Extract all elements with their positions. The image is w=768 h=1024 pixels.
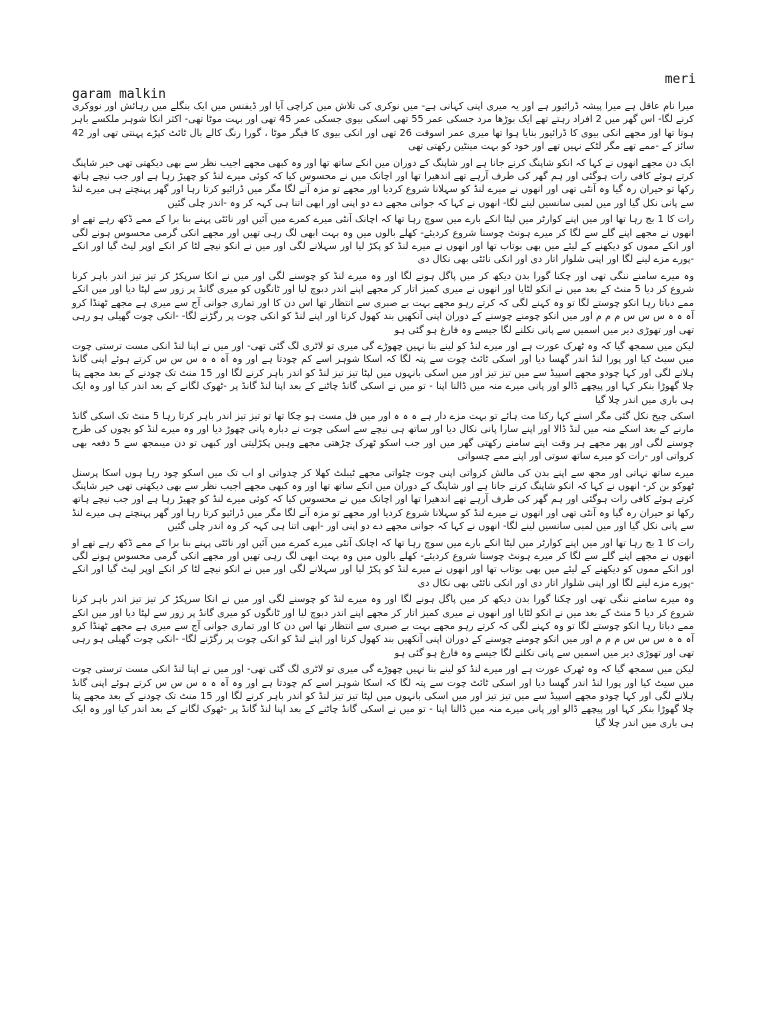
paragraph: لیکن میں سمجھ گیا کہ وہ ٹھرک عورت ہے اور میرے لنڈ کو لینے بنا نہیں چھوڑے گی میری تو لاٹری لگ گئی تھی- اور میں نے اپنا لنڈ انکی مست ترستی چوت میں سیٹ کیا اور پورا لنڈ اندر گھسا دیا اور اسکی ٹائٹ چوت سے پتہ لگا کہ اسکا شوہر اسے کم چودتا ہے اور وہ آہ ہ ہ س س س کرتے ہوئے اپنی گانڈ ہلانے لگی اور کہا چودو مجھے اسپیڈ سے میں تیز تیز اور میں اسکی بانہوں میں لپٹا تیز تیز لنڈ کو اندر باہر کرنے لگا اور 15 منٹ تک چودنے کے بعد مجھے پتا چلا گھوڑا بنکر کہا اور پیچھے ڈالو اور پانی میرے منہ میں ڈالنا اپنا - تو میں نے اسکی گانڈ چاٹنے کے بعد اپنا لنڈ گانڈ پر -ٹھوک لگانے کے بعد اندر کیا اور وہ ایک ہی باری میں اندر چلا گیا — [68, 340, 694, 406]
paragraph: وہ میرے سامنے ننگی تھی اور چکنا گورا بدن دیکھ کر میں پاگل ہونے لگا اور وہ میرے لنڈ کو چوسنے لگی اور میں نے انکا سرپکڑ کر تیز تیز اندر باہر کرنا شروع کر دیا 5 منٹ کے بعد میں نے انکو لٹایا اور انھوں نے میری کمیز اتار کر مجھے اپنے اندر دبوچ لیا اور ٹانگوں کو میری گانڈ پر زور سے لپٹا دیا اور میں انکے ممے دباتا رہا انکو چوستے لگا تو وہ کہنے لگی کہ کرتے رہو مجھے بہت بے صبری سے انتظار تھا اس دن کا اور تماری جوانی آج سے میری ہے مجھے ٹھنڈا کرو آہ ہ ہ س س س م م م اور میں انکو چومنے چوسنے کے دوران اپنی آنکھیں بند کھول کرتا اور اپنے لنڈ کو انکی چوت پر رگڑنے لگا- -انکی چوت گھیلی ہو رہی تھی اور تھوڑی دیر میں اسمیں سے پانی نکلنے لگا جیسے وہ فارغ ہو گئی ہو — [68, 270, 694, 336]
document-body — [68, 100, 694, 733]
paragraph: میرے ساتھ نہاتی اور مجھ سے اپنے بدن کی مالش کرواتی اپنی چوت چٹواتی مجھے ٹیبلٹ کھلا کر چدواتی او اب تک میں اسکو چود رہا ہوں اسکا پرسنل ٹھوکو بن کر- انھوں نے کہا کہ انکو شاپنگ کرنے جانا ہے اور شاپنگ کے دوران میں انکے ساتھ تھا اور وہ کبھی مجھے اجیب نظر سے بھی دیکھتی تھی خیر شاپنگ کرتے ہوئے کافی رات ہوگئی اور ہم گھر کی طرف آرہے تھے اندھیرا تھا اور اچانک میں نے محسوس کیا کہ کوئی میرے لنڈ کو چھیڑ رہا ہے اور جب نیچے ہاتھ رکھا تو حیران رہ گیا وہ آنٹی تھی اور انھوں نے میرے لنڈ کو سہلانا شروع کردیا اور مجھے تو مزہ آنے لگا مگر میں ڈرائیو کرتا رہا اور گھر پہنچتے ہی میرے لنڈ سے پانی نکل گیا اور میں لمبی سانسیں لینے لگا- انھوں نے کہا کہ جوانی مجھے دے دو اپنی اور -ابھی اتنا ہی کہہ کر وہ اندر چلی گئیں — [68, 467, 694, 533]
paragraph: اسکی چیخ نکل گئی مگر اسنے کہا رکنا مت ہائے تو بہت مزے دار ہے ہ ہ ہ اور میں فل مست ہو چکا تھا تو تیز تیز اندر باہر کرتا رہا 5 منٹ تک اسکی گانڈ مارنے کے بعد اسکے منہ میں لنڈ ڈالا اور اپنے سارا پانی نکال دیا اور ساتھ ہی نیچے سے اسکی چوت نے دبارہ پانی چھوڑ دیا اور وہ میرے لنڈ کو بچوں کی طرح چوسنے لگی اور پھر مجھے ہر وقت اپنے سامنے رکھتی گھر میں اور جب اسکو ٹھرک چڑھتی مجھے وہیں پکڑلیتی اور کبھی تو دن میںمجھ سے 5 دفعہ بھی کرواتی اور -رات کو میرے ساتھ سوتی اور اپنے ممے چسواتی — [68, 410, 694, 463]
paragraph: رات کا 1 بج رہا تھا اور میں اپنے کوارٹر میں لیٹا انکے بارے میں سوچ رہا تھا کہ اچانک آنٹی میرے کمرے میں آئیں اور نائٹی پہنے بنا برا کے ممے ڈکھ رہے تھے او انھوں نے مجھے اپنے گلے سے لگا کر میرے ہونٹ چوسنا شروع کردیئے- کھلے بالوں میں وہ بہت ابھی لگ رہی تھیں اور مجھے انکی گرمی محسوس ہونے لگی اور انکے مموں کو دیکھنے کے لیئے میں بھی بوتاب تھا اور انھوں نے میرے لنڈ کو پکڑ لیا اور سہلانے لگی اور میں نے انکو نیچے لٹا کر انکے اوپر لیٹ گیا اور انکے -پورے مزے لینے لگا اور اپنی شلوار اتار دی اور انکی نائٹی بھی نکال دی — [68, 537, 694, 589]
paragraph: لیکن میں سمجھ گیا کہ وہ ٹھرک عورت ہے اور میرے لنڈ کو لینے بنا نہیں چھوڑے گی میری تو لاٹری لگ گئی تھی- اور میں نے اپنا لنڈ انکی مست ترستی چوت میں سیٹ کیا اور پورا لنڈ اندر گھسا دیا اور اسکی ٹائٹ چوت سے پتہ لگا کہ اسکا شوہر اسے کم چودتا ہے اور وہ آہ ہ ہ س س س کرتے ہوئے اپنی گانڈ ہلانے لگی اور کہا چودو مجھے اسپیڈ سے میں تیز تیز اور میں اسکی بانہوں میں لپٹا تیز تیز لنڈ کو اندر باہر کرنے لگا اور 15 منٹ تک چودنے کے بعد مجھے پتا چلا گھوڑا بنکر کہا اور پیچھے ڈالو اور پانی میرے منہ میں ڈالنا اپنا - تو میں نے اسکی گانڈ چاٹنے کے بعد اپنا لنڈ گانڈ پر -ٹھوک لگانے کے بعد اندر کیا اور وہ ایک ہی باری میں اندر چلا گیا — [68, 664, 694, 729]
document-title-line2: garam malkin — [72, 87, 166, 102]
paragraph: رات کا 1 بج رہا تھا اور میں اپنے کوارٹر میں لیٹا انکے بارے میں سوچ رہا تھا کہ اچانک آنٹی میرے کمرے میں آئیں اور نائٹی پہنے بنا برا کے ممے ڈکھ رہے تھے او انھوں نے مجھے اپنے گلے سے لگا کر میرے ہونٹ چوسنا شروع کردیئے- کھلے بالوں میں وہ بہت ابھی لگ رہی تھیں اور مجھے انکی گرمی محسوس ہونے لگی اور انکے مموں کو دیکھنے کے لیئے میں بھی بوتاب تھا اور انھوں نے میرے لنڈ کو پکڑ لیا اور سہلانے لگی اور میں نے انکو نیچے لٹا کر انکے اوپر لیٹ گیا اور انکے -پورے مزے لینے لگا اور اپنی شلوار اتار دی اور انکی نائٹی بھی نکال دی — [68, 214, 694, 266]
paragraph: وہ میرے سامنے ننگی تھی اور چکنا گورا بدن دیکھ کر میں پاگل ہونے لگا اور وہ میرے لنڈ کو چوسنے لگی اور میں نے انکا سرپکڑ کر تیز تیز اندر باہر کرنا شروع کر دیا 5 منٹ کے بعد میں نے انکو لٹایا اور انھوں نے میری کمیز اتار کر مجھے اپنے اندر دبوچ لیا اور ٹانگوں کو میری گانڈ پر زور سے لپٹا دیا اور میں انکے ممے دباتا رہا انکو چوستے لگا تو وہ کہنے لگی کہ کرتے رہو مجھے بہت بے صبری سے انتظار تھا اس دن کا اور تماری جوانی آج سے میری ہے مجھے ٹھنڈا کرو آہ ہ ہ س س س م م م اور میں انکو چومنے چوسنے کے دوران اپنی آنکھیں بند کھول کرتا اور اپنے لنڈ کو انکی چوت پر رگڑنے لگا- -انکی چوت گھیلی ہو رہی تھی اور تھوڑی دیر میں اسمیں سے پانی نکلنے لگا جیسے وہ فارغ ہو گئی ہو — [68, 594, 694, 659]
document-title-line1: meri — [664, 72, 696, 87]
paragraph: ایک دن مجھے انھوں نے کہا کہ انکو شاپنگ کرنے جانا ہے اور شاپنگ کے دوران میں انکے ساتھ تھا اور وہ کبھی مجھے اجیب نظر سے بھی دیکھتی تھی خیر شاپنگ کرتے ہوئے کافی رات ہوگئی اور ہم گھر کی طرف آرہے تھے اندھیرا تھا اور اچانک میں نے محسوس کیا کہ کوئی میرے لنڈ کو چھیڑ رہا ہے اور جب نیچے ہاتھ رکھا تو حیران رہ گیا وہ آنٹی تھی اور انھوں نے میرے لنڈ کو سہلانا شروع کردیا اور مجھے تو مزہ آنے لگا مگر میں ڈرائیو کرتا رہا اور گھر پہنچتے ہی میرے لنڈ سے پانی نکل گیا اور میں لمبی سانسیں لینے لگا- انھوں نے کہا کہ جوانی مجھے دے دو اپنی اور ابھی اتنا ہی کہہ کر وہ -اندر چلی گئیں — [68, 157, 694, 209]
paragraph: میرا نام عاقل ہے میرا پیشہ ڈرائیور ہے اور یہ میری اپنی کہانی ہے- میں نوکری کی تلاش میں کراچی آیا اور ڈیفنس میں ایک بنگلے میں رہائش اور نووکری کرنے لگا- اس گھر میں 2 افراد رہتے تھے ایک بوڑھا مرد جسکی عمر 55 تھی اسکی بیوی جسکی عمر 45 تھی اور بہت موٹا تھی- اکثر انکا شوہر ملکسے باہر ہوتا تھا اور مجھے انکی بیوی کا ڈرائیور بنایا ہوا تھا میری عمر اسوقت 26 تھی اور انکی بیوی کا فیگر موٹا ، گورا رنگ کالے بال ٹائٹ کپڑے پہنتی تھی اور 42 سائز کے -ممے تھے مگر لٹکے نہیں تھے اور خود کو بہت مینٹین رکھتی تھی — [68, 101, 694, 153]
